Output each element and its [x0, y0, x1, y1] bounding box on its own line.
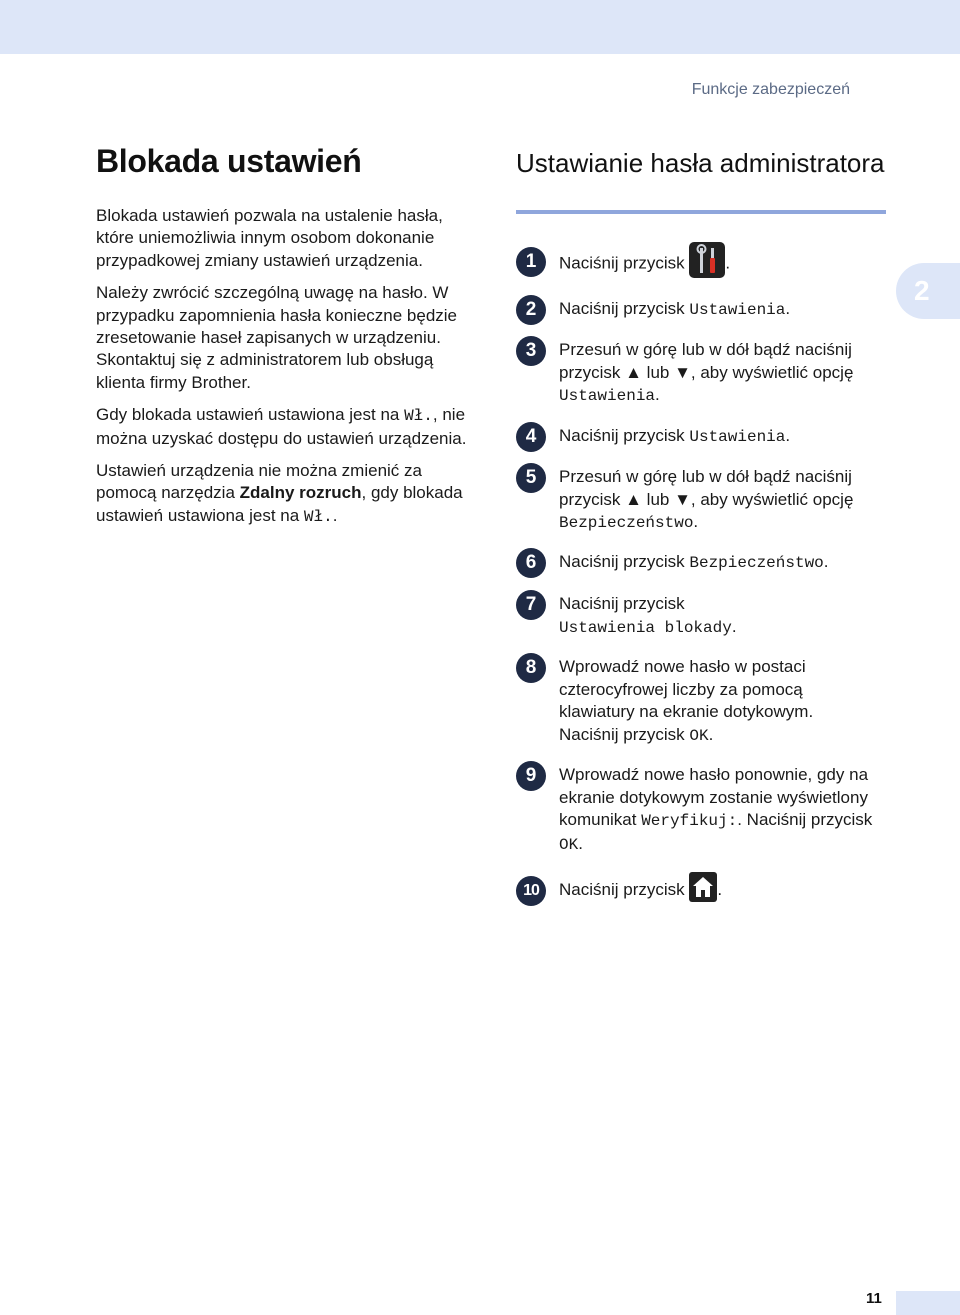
step-number: 2	[516, 295, 546, 325]
step-text: Naciśnij przycisk Ustawienia.	[559, 426, 791, 446]
footer-bar	[896, 1291, 960, 1315]
step-text: Naciśnij przycisk .	[559, 879, 899, 902]
left-column	[96, 205, 476, 538]
step-text: Wprowadź nowe hasło w postaci czterocyfrowej liczby za pomocą klawiatury na ekranie dotykowym. Naciśnij przycisk OK.	[559, 657, 814, 745]
step-number: 1	[516, 247, 546, 277]
step-text: Naciśnij przycisk Ustawienia blokady.	[559, 594, 737, 637]
on-value: Wł.	[303, 507, 333, 526]
chapter-tab	[896, 263, 960, 319]
step-number: 6	[516, 548, 546, 578]
step-text: Przesuń w górę lub w dół bądź naciśnij przycisk ▲ lub ▼, aby wyświetlić opcję Ustawienia.	[559, 340, 854, 405]
step-text: Wprowadź nowe hasło ponownie, gdy na ekranie dotykowym zostanie wyświetlony komunikat Weryfikuj:. Naciśnij przycisk OK.	[559, 765, 873, 854]
step-number: 10	[516, 876, 546, 906]
home-icon	[689, 872, 717, 902]
on-value: Wł.	[404, 407, 433, 426]
step-number: 8	[516, 653, 546, 683]
lock-paragraph: Gdy blokada ustawień ustawiona jest na Wł., nie można uzyskać dostępu do ustawień urządzenia.	[96, 405, 467, 448]
running-header: Funkcje zabezpieczeń	[691, 81, 850, 98]
step-text: Naciśnij przycisk .	[559, 250, 899, 278]
top-band	[0, 0, 960, 54]
subsection-rule	[516, 210, 886, 214]
chapter-number: 2	[914, 275, 930, 306]
settings-tools-icon	[689, 242, 725, 278]
page-title: Blokada ustawień	[96, 143, 362, 179]
step-text: Naciśnij przycisk Ustawienia.	[559, 299, 791, 319]
step-number: 3	[516, 336, 546, 366]
intro-paragraph: Blokada ustawień pozwala na ustalenie hasła, które uniemożliwia innym osobom dokonanie przypadkowej zmiany ustawień urządzenia.	[96, 206, 443, 270]
subsection-title: Ustawianie hasła administratora	[516, 148, 885, 178]
step-number: 7	[516, 590, 546, 620]
warning-paragraph: Należy zwrócić szczególną uwagę na hasło. W przypadku zapomnienia hasła konieczne będzie zresetowanie haseł zapisanych w urządzeniu. Skontaktuj się z administratorem lub obsługą klienta firmy Brother.	[96, 283, 458, 392]
step-number: 5	[516, 463, 546, 493]
step-number: 4	[516, 422, 546, 452]
step-number: 9	[516, 761, 546, 791]
page-number: 11	[866, 1290, 882, 1307]
step-text: Przesuń w górę lub w dół bądź naciśnij przycisk ▲ lub ▼, aby wyświetlić opcję Bezpieczeństwo.	[559, 467, 854, 532]
remote-setup-paragraph: Ustawień urządzenia nie można zmienić za pomocą narzędzia Zdalny rozruch, gdy blokada ustawień ustawiona jest na Wł..	[96, 461, 463, 526]
step-text: Naciśnij przycisk Bezpieczeństwo.	[559, 552, 829, 572]
remote-setup-name: Zdalny rozruch	[239, 483, 362, 503]
